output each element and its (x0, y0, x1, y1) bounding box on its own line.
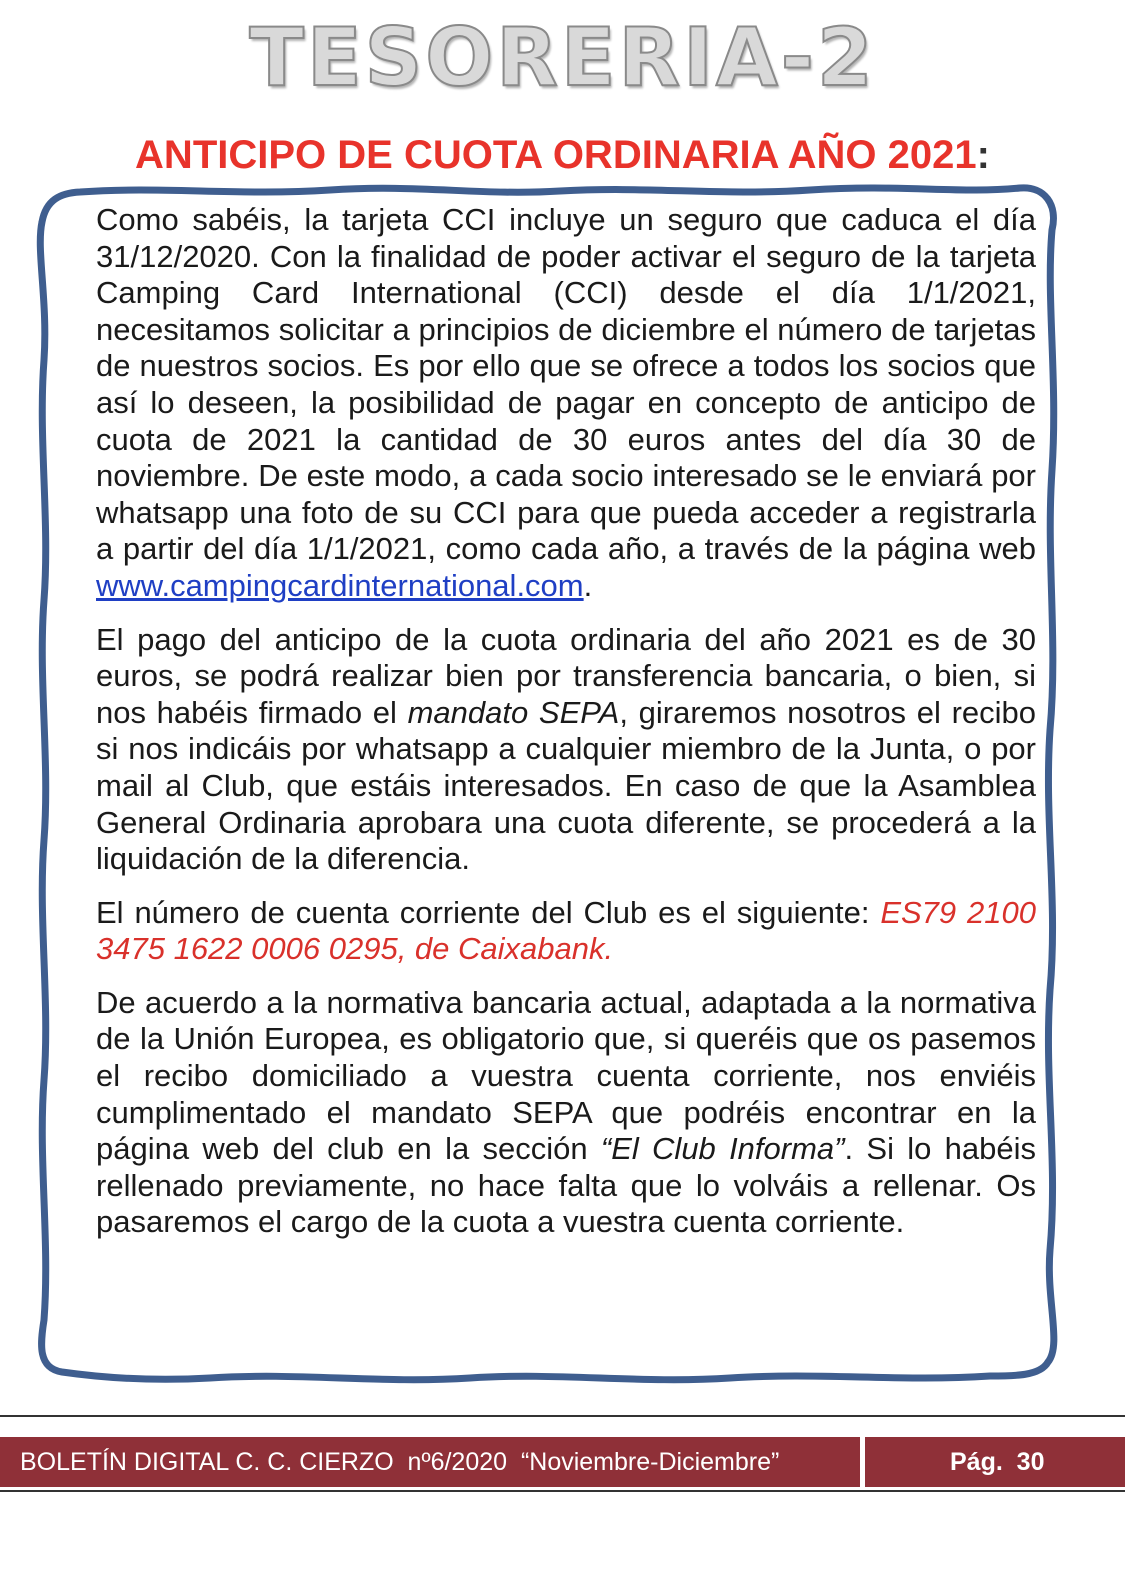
subtitle-text: ANTICIPO DE CUOTA ORDINARIA AÑO 2021 (135, 133, 977, 177)
footer-separator (860, 1437, 865, 1487)
paragraph-cci (96, 202, 1036, 605)
footer-bottom-rule (0, 1490, 1125, 1492)
paragraph-payment-text: El pago del anticipo de la cuota ordinaria del año 2021 es de 30 euros, se podrá realizar bien por transferencia bancaria, o bien, si nos habéis firmado el (96, 621, 1036, 730)
paragraph-sepa (96, 985, 1036, 1241)
paragraph-sepa-end: . Si lo habéis rellenado previamente, no hace falta que lo volváis a rellenar. Os pasaremos el cargo de la cuota a vuestra cuenta corriente. (96, 1131, 1036, 1240)
account-number: ES79 2100 3475 1622 0006 0295, de Caixabank. (96, 894, 1036, 967)
section-subtitle (0, 130, 1125, 180)
mandato-sepa-italic: mandato SEPA (407, 694, 620, 730)
content-body (96, 202, 1036, 1258)
page-number: Pág. 30 (950, 1448, 1045, 1476)
paragraph-account (96, 895, 1036, 968)
club-informa-italic: “El Club Informa” (600, 1131, 845, 1167)
subtitle-colon: : (976, 133, 990, 177)
paragraph-sepa-text: De acuerdo a la normativa bancaria actual, adaptada a la normativa de la Unión Europea, es obligatorio que, si queréis que os pasemos el recibo domiciliado a vuestra cuenta corriente, nos enviéis cumplimentado el mandato SEPA que podréis encontrar en la página web del club en la sección (96, 984, 1036, 1167)
paragraph-payment-end: , giraremos nosotros el recibo si nos indicáis por whatsapp a cualquier miembro de la Junta, o por mail al Club, que estáis interesados. En caso de que la Asamblea General Ordinaria aprobara una cuota diferente, se procederá a la liquidación de la diferencia. (96, 694, 1036, 877)
paragraph-payment (96, 622, 1036, 878)
paragraph-cci-text: Como sabéis, la tarjeta CCI incluye un seguro que caduca el día 31/12/2020. Con la finalidad de poder activar el seguro de la tarjeta Camping Card International (CCI) desde el día 1/1/2021, necesitamos solicitar a principios de diciembre el número de tarjetas de nuestros socios. Es por ello que se ofrece a todos los socios que así lo deseen, la posibilidad de pagar en concepto de anticipo de cuota de 2021 la cantidad de 30 euros antes del día 30 de noviembre. De este modo, a cada socio interesado se le enviará por whatsapp una foto de su CCI para que pueda acceder a registrarla a partir del día 1/1/2021, como cada año, a través de la página web (96, 202, 1036, 567)
footer-bar (0, 1437, 1125, 1487)
page-title: TESORERIA-2 (249, 11, 876, 104)
paragraph-account-text: El número de cuenta corriente del Club es el siguiente: (96, 894, 881, 930)
paragraph-cci-end: . (583, 567, 593, 603)
footer-publication: BOLETÍN DIGITAL C. C. CIERZO nº6/2020 “Noviembre-Diciembre” (20, 1448, 780, 1476)
footer-top-rule (0, 1415, 1125, 1417)
cci-website-link[interactable]: www.campingcardinternational.com (96, 567, 584, 603)
